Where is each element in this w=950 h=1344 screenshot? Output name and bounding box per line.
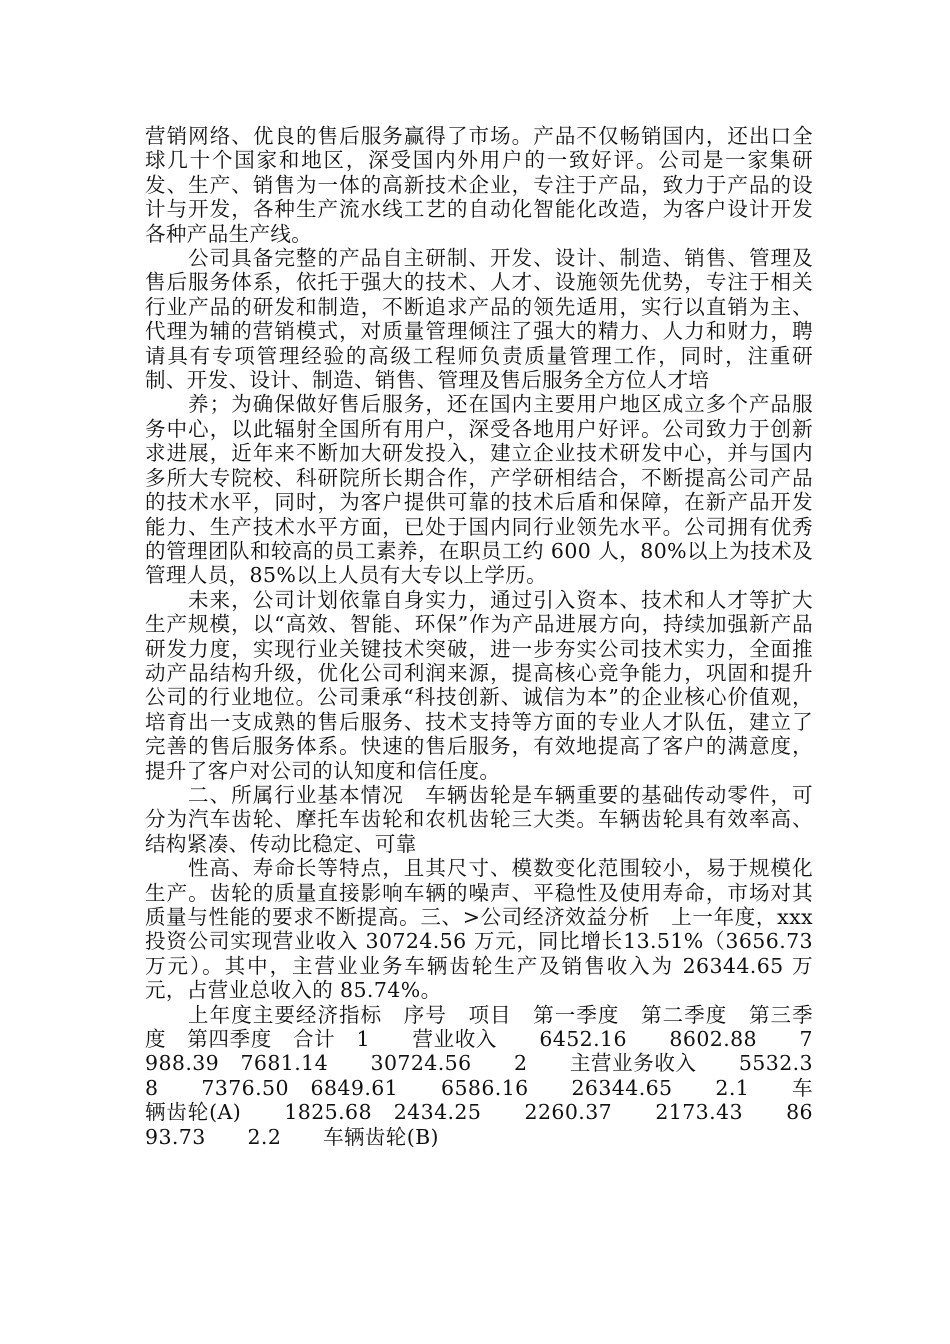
- paragraph-3: 养；为确保做好售后服务，还在国内主要用户地区成立多个产品服务中心，以此辐射全国所有用户，深受各地用户好评。公司致力于创新求进展，近年来不断加大研发投入，建立企业技术研发中心，并与国内多所大专院校、科研院所长期合作，产学研相结合，不断提高公司产品的技术水平，同时，为客户提供可靠的技术后盾和保障，在新产品开发能力、生产技术水平方面，已处于国内同行业领先水平。公司拥有优秀的管理团队和较高的员工素养，在职员工约 600 人，80%以上为技术及管理人员，85%以上人员有大专以上学历。: [145, 392, 813, 588]
- paragraph-2: 公司具备完整的产品自主研制、开发、设计、制造、销售、管理及售后服务体系，依托于强大的技术、人才、设施领先优势，专注于相关行业产品的研发和制造，不断追求产品的领先适用，实行以直销为主、代理为辅的营销模式，对质量管理倾注了强大的精力、人力和财力，聘请具有专项管理经验的高级工程师负责质量管理工作，同时，注重研制、开发、设计、制造、销售、管理及售后服务全方位人才培: [145, 246, 813, 393]
- paragraph-5: 二、所属行业基本情况 车辆齿轮是车辆重要的基础传动零件，可分为汽车齿轮、摩托车齿轮和农机齿轮三大类。车辆齿轮具有效率高、结构紧凑、传动比稳定、可靠: [145, 782, 813, 856]
- paragraph-1: 营销网络、优良的售后服务赢得了市场。产品不仅畅销国内，还出口全球几十个国家和地区，深受国内外用户的一致好评。公司是一家集研发、生产、销售为一体的高新技术企业，专注于产品，致力于产品的设计与开发，各种生产流水线工艺的自动化智能化改造，为客户设计开发各种产品生产线。: [145, 124, 813, 246]
- paragraph-7-economic-table: 上年度主要经济指标 序号 项目 第一季度 第二季度 第三季度 第四季度 合计 1 营业收入 6452.16 8602.88 7988.39 7681.14 30724.56 2 主营业务收入 5532.38 7376.50 6849.61 6586.16 26344.65 2.1 车辆齿轮(A) 1825.68 2434.25 2260.37 2173.43 8693.73 2.2 车辆齿轮(B): [145, 1002, 813, 1149]
- paragraph-4: 未来，公司计划依靠自身实力，通过引入资本、技术和人才等扩大生产规模，以“高效、智能、环保”作为产品进展方向，持续加强新产品研发力度，实现行业关键技术突破，进一步夯实公司技术实力，全面推动产品结构升级，优化公司利润来源，提高核心竞争能力，巩固和提升公司的行业地位。公司秉承“科技创新、诚信为本”的企业核心价值观，培育出一支成熟的售后服务、技术支持等方面的专业人才队伍，建立了完善的售后服务体系。快速的售后服务，有效地提高了客户的满意度，提升了客户对公司的认知度和信任度。: [145, 587, 813, 783]
- paragraph-6: 性高、寿命长等特点，且其尺寸、模数变化范围较小，易于规模化生产。齿轮的质量直接影响车辆的噪声、平稳性及使用寿命，市场对其质量与性能的要求不断提高。三、>公司经济效益分析 上一年度，xxx 投资公司实现营业收入 30724.56 万元，同比增长13.51%（3656.73 万元）。其中，主营业业务车辆齿轮生产及销售收入为 26344.65 万元，占营业总收入的 85.74%。: [145, 856, 813, 1003]
- document-page: [145, 124, 813, 1149]
